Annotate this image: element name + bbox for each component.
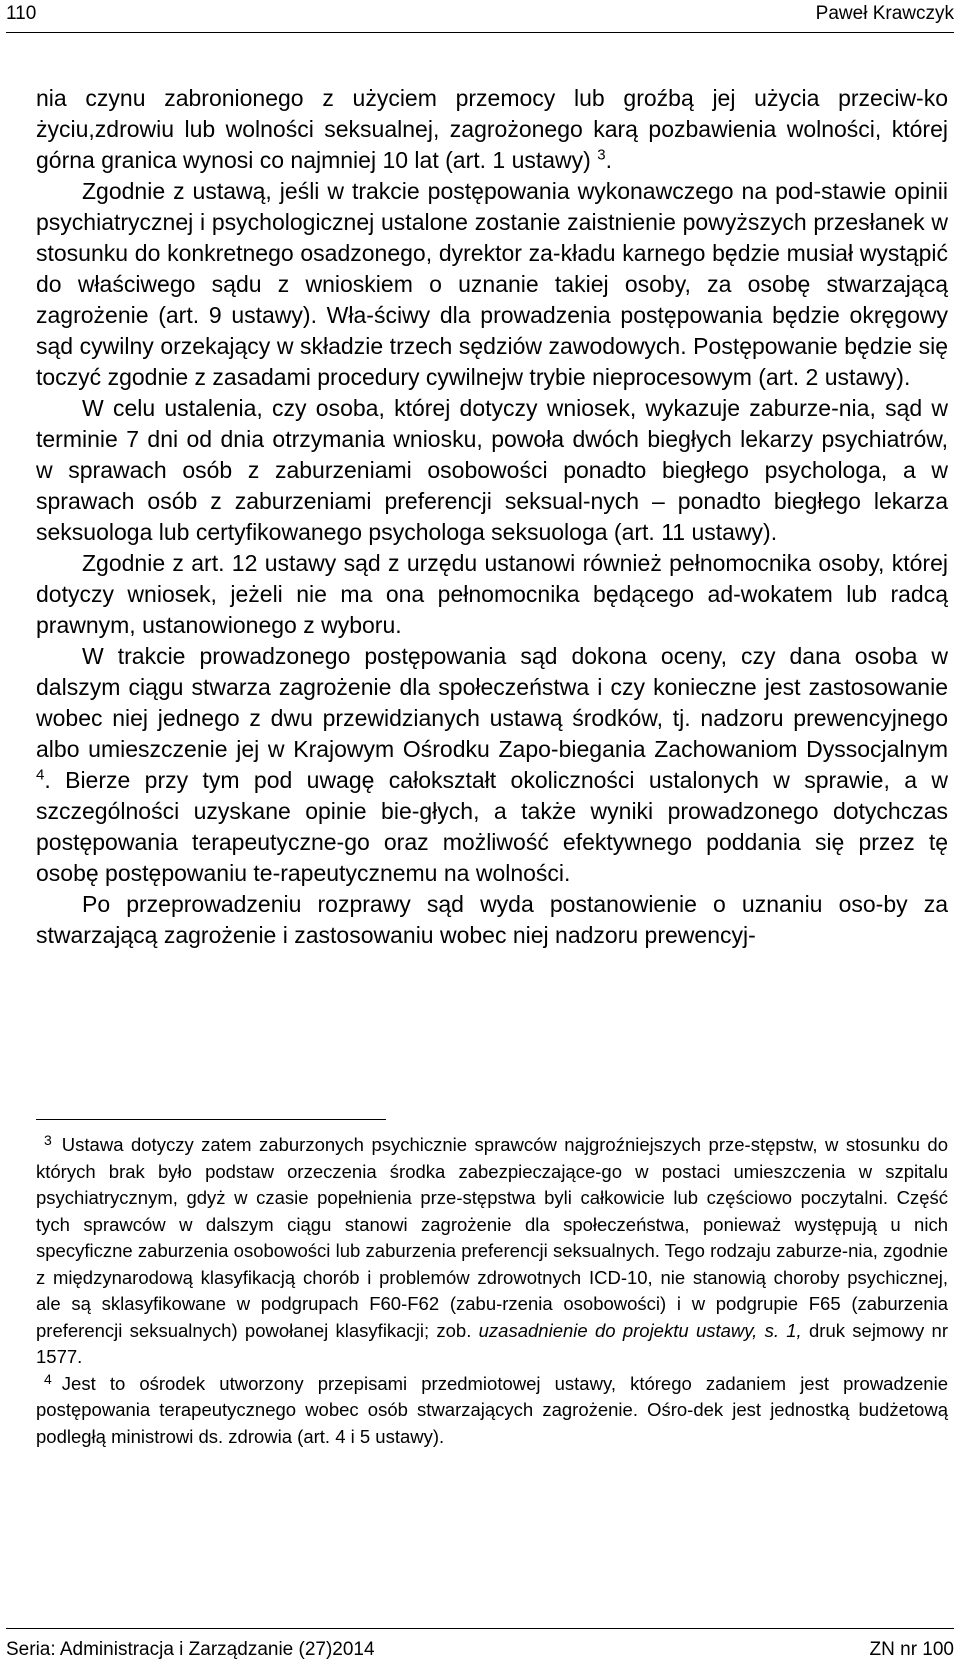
- running-head-author: Paweł Krawczyk: [815, 3, 954, 24]
- paragraph-2: Zgodnie z ustawą, jeśli w trakcie postępowania wykonawczego na pod-stawie opinii psychiatrycznej i psychologicznej ustalone zostanie zaistnienie powyższych przesłanek w stosunku do konkretnego osadzonego, dyrektor za-kładu karnego będzie musiał wystąpić do właściwego sądu z wnioskiem o uznanie takiej osoby, za osobę stwarzającą zagrożenie (art. 9 ustawy). Wła-ściwy dla prowadzenia postępowania będzie okręgowy sąd cywilny orzekający w składzie trzech sędziów zawodowych. Postępowanie będzie się toczyć zgodnie z zasadami procedury cywilnejw trybie nieprocesowym (art. 2 ustawy).: [36, 178, 948, 390]
- footnote-3-citation: uzasadnienie do projektu ustawy, s. 1,: [478, 1319, 802, 1341]
- paragraph-6: Po przeprowadzeniu rozprawy sąd wyda postanowienie o uznaniu oso-by za stwarzającą zagrożenie i zastosowaniu wobec niej nadzoru prewencyj-: [36, 891, 948, 948]
- paragraph-5-text: W trakcie prowadzonego postępowania sąd dokona oceny, czy dana osoba w dalszym ciągu stwarza zagrożenie dla społeczeństwa i czy konieczne jest zastosowanie wobec niej jednego z dwu przewidzianych ustawą środków, tj. nadzoru prewencyjnego albo umieszczenie jej w Krajowym Ośrodku Zapo-biegania Zachowaniom Dyssocjalnym: [36, 643, 948, 762]
- paragraph-5: [36, 641, 948, 889]
- footnote-ref-3[interactable]: 3: [597, 146, 606, 164]
- footnote-ref-4[interactable]: 4: [36, 766, 45, 784]
- page-footer: [6, 1628, 954, 1665]
- page-number: 110: [6, 3, 37, 24]
- paragraph-3: W celu ustalenia, czy osoba, której dotyczy wniosek, wykazuje zaburze-nia, sąd w terminie 7 dni od dnia otrzymania wniosku, powoła dwóch biegłych lekarzy psychiatrów, w sprawach osób z zaburzeniami osobowości ponadto biegłego psychologa, a w sprawach osób z zaburzeniami preferencji seksual-nych – ponadto biegłego lekarza seksuologa lub certyfikowanego psychologa seksuologa (art. 11 ustawy).: [36, 395, 948, 545]
- paragraph-4: Zgodnie z art. 12 ustawy sąd z urzędu ustanowi również pełnomocnika osoby, której dotyczy wniosek, jeżeli nie ma ona pełnomocnika będącego ad-wokatem lub radcą prawnym, ustanowionego z wyboru.: [36, 550, 948, 638]
- footnote-3: 3 Ustawa dotyczy zatem zaburzonych psychicznie sprawców najgroźniejszych prze-stępstw, w stosunku do których brak było podstaw orzeczenia środka zabezpieczające-go w postaci umieszczenia w szpitalu psychiatrycznym, gdyż w czasie popełnienia prze-stępstwa byli całkowicie lub częściowo poczytalni. Część tych sprawców w dalszym ciągu stanowi zagrożenie dla społeczeństwa, ponieważ występują u nich specyficzne zaburzenia osobowości lub zaburzenia preferencji seksualnych. Tego rodzaju zaburze-nia, zgodnie z międzynarodową klasyfikacją chorób i problemów zdrowotnych ICD-10, nie stanowią choroby psychicznej, ale są sklasyfikowane w podgrupach F60-F62 (zabu-rzenia osobowości) i w podgrupie F65 (zaburzenia preferencji seksualnych) powołanej klasyfikacji; zob. uzasadnienie do projektu ustawy, s. 1, druk sejmowy nr 1577.: [36, 1132, 948, 1367]
- paragraph-1: [36, 83, 948, 176]
- journal-series: Seria: Administracja i Zarządzanie (27)2014: [6, 1639, 375, 1660]
- paragraph-5-rest: . Bierze przy tym pod uwagę całokształt okoliczności ustalonych w sprawie, a w szczególności uzyskane opinie bie-głych, a także wyniki prowadzonego dotychczas postępowania terapeutyczne-go oraz możliwość efektywnego poddania się przez tę osobę postępowaniu te-rapeutycznemu na wolności.: [36, 767, 948, 886]
- page-header: [6, 0, 954, 33]
- body-text: [36, 83, 948, 951]
- footnote-4: 4 Jest to ośrodek utworzony przepisami przedmiotowej ustawy, którego zadaniem jest prowadzenie postępowania terapeutycznego wobec osób stwarzających zagrożenie. Ośro-dek jest jednostką budżetową podległą ministrowi ds. zdrowia (art. 4 i 5 ustawy).: [36, 1370, 948, 1447]
- paragraph-1-end: .: [605, 147, 612, 173]
- journal-issue: ZN nr 100: [869, 1639, 954, 1660]
- footnote-3-text: Ustawa dotyczy zatem zaburzonych psychicznie sprawców najgroźniejszych prze-stępstw, w stosunku do których brak było podstaw orzeczenia środka zabezpieczające-go w postaci umieszczenia w szpitalu psychiatrycznym, gdyż w czasie popełnienia prze-stępstwa byli całkowicie lub częściowo poczytalni. Część tych sprawców w dalszym ciągu stanowi zagrożenie dla społeczeństwa, ponieważ występują u nich specyficzne zaburzenia osobowości lub zaburzenia preferencji seksualnych. Tego rodzaju zaburze-nia, zgodnie z międzynarodową klasyfikacją chorób i problemów zdrowotnych ICD-10, nie stanowią choroby psychicznej, ale są sklasyfikowane w podgrupach F60-F62 (zabu-rzenia osobowości) i w podgrupie F65 (zaburzenia preferencji seksualnych) powołanej klasyfikacji; zob.: [36, 1134, 948, 1341]
- footnote-4-text: Jest to ośrodek utworzony przepisami przedmiotowej ustawy, którego zadaniem jest prowadzenie postępowania terapeutycznego wobec osób stwarzających zagrożenie. Ośro-dek jest jednostką budżetową podległą ministrowi ds. zdrowia (art. 4 i 5 ustawy).: [36, 1372, 948, 1447]
- footnotes: [36, 1132, 948, 1450]
- paragraph-1-text: nia czynu zabronionego z użyciem przemocy lub groźbą jej użycia przeciw-ko życiu,zdrowiu lub wolności seksualnej, zagrożonego karą pozbawienia wolności, której górna granica wynosi co najmniej 10 lat (art. 1 ustawy): [36, 85, 948, 173]
- footnote-3-end: druk sejmowy nr 1577.: [36, 1319, 948, 1367]
- footnote-separator: [36, 1119, 386, 1120]
